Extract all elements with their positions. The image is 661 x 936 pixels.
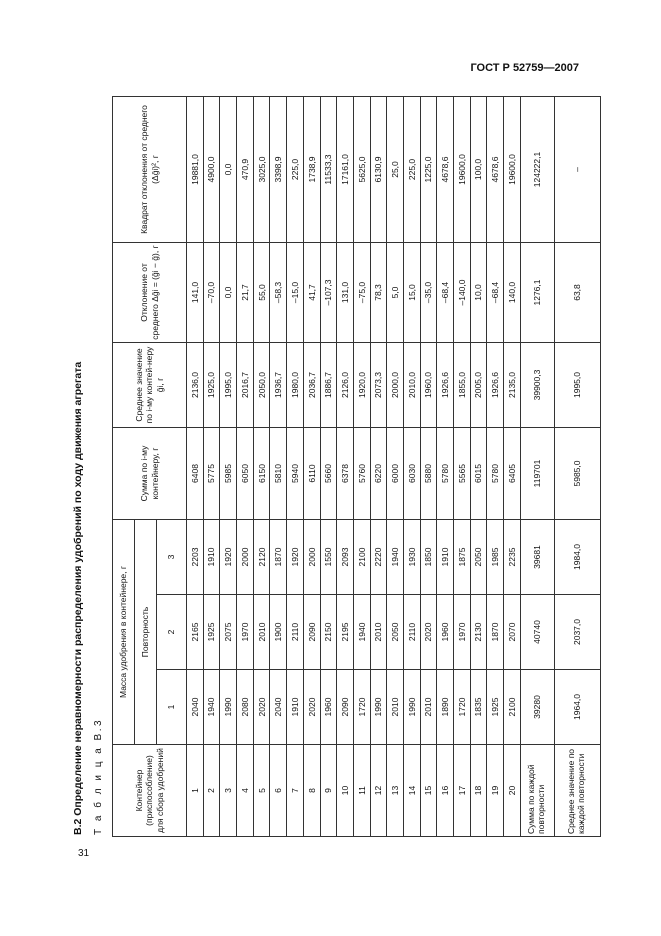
table-cell: 1925 [487,670,504,745]
table-row [337,97,354,837]
table-cell: –107,3 [320,243,337,343]
table-cell: 2093 [337,520,354,595]
section-title: В.2 Определение неравномерности распределения удобрений по ходу движения агрегата [72,361,84,835]
table-cell: 2070 [504,595,521,670]
table-cell: 5660 [320,428,337,520]
table-cell: 18 [470,745,487,837]
table-cell: 1940 [203,670,220,745]
table-cell: 41,7 [303,243,320,343]
table-cell: 2016,7 [237,343,254,428]
table-cell: –75,0 [353,243,370,343]
mean-r2: 2037,0 [554,595,600,670]
table-cell: 20 [504,745,521,837]
table-cell: 1980,0 [287,343,304,428]
table-cell: 5,0 [387,243,404,343]
table-cell: 2000 [303,520,320,595]
table-cell: 4678,6 [437,97,454,243]
mean-row-label: Среднее значение по каждой повторности [554,745,600,837]
table-cell: 16 [437,745,454,837]
table-cell: 2020 [253,670,270,745]
table-cell: 15 [420,745,437,837]
table-cell: 2135,0 [504,343,521,428]
col-square-header: Квадрат отклонения от среднего (Δḡi)², г [113,97,187,243]
table-cell: 78,3 [370,243,387,343]
table-cell: 2075 [220,595,237,670]
sum-r2: 40740 [520,595,554,670]
table-cell: 2 [203,745,220,837]
rotated-page-content [72,97,594,837]
col-mass-header: Масса удобрения в контейнере, г [113,520,135,745]
table-cell: 55,0 [253,243,270,343]
table-row [353,97,370,837]
col-repeat-1: 1 [157,670,187,745]
table-cell: 1720 [353,670,370,745]
table-cell: 1910 [437,520,454,595]
table-cell: 1985 [487,520,504,595]
col-repeat-header: Повторность [135,520,157,745]
table-cell: 5565 [454,428,471,520]
table-cell: 2090 [337,670,354,745]
table-cell: 2040 [187,670,204,745]
table-cell: 1900 [270,595,287,670]
table-cell: –68,4 [437,243,454,343]
table-cell: 1886,7 [320,343,337,428]
table-cell: 6150 [253,428,270,520]
table-cell: 2050 [470,520,487,595]
col-sum-header: Сумма по i-му контейнеру, г [113,428,187,520]
table-cell: 2110 [403,595,420,670]
table-cell: 5780 [437,428,454,520]
table-cell: 1850 [420,520,437,595]
table-cell: 2010,0 [403,343,420,428]
mean-sq: – [554,97,600,243]
table-cell: 1870 [270,520,287,595]
table-cell: 1855,0 [454,343,471,428]
table-row [370,97,387,837]
table-cell: 6408 [187,428,204,520]
table-cell: –70,0 [203,243,220,343]
table-row [437,97,454,837]
table-cell: 4 [237,745,254,837]
table-cell: 2126,0 [337,343,354,428]
table-cell: 2110 [287,595,304,670]
table-cell: 1970 [237,595,254,670]
table-cell: 2120 [253,520,270,595]
table-cell: 12 [370,745,387,837]
table-cell: 10 [337,745,354,837]
table-row [220,97,237,837]
table-cell: 8 [303,745,320,837]
table-cell: 2165 [187,595,204,670]
table-row [253,97,270,837]
table-cell: 1920 [220,520,237,595]
table-cell: 14 [403,745,420,837]
table-cell: 6405 [504,428,521,520]
table-cell: 1875 [454,520,471,595]
table-cell: 6000 [387,428,404,520]
page-number: 31 [78,848,90,859]
table-cell: 2220 [370,520,387,595]
table-cell: 100,0 [470,97,487,243]
table-cell: 3 [220,745,237,837]
table-cell: 6110 [303,428,320,520]
table-cell: 3025,0 [253,97,270,243]
table-cell: 2235 [504,520,521,595]
table-cell: 1225,0 [420,97,437,243]
table-cell: 19 [487,745,504,837]
table-row [237,97,254,837]
table-cell: 5880 [420,428,437,520]
table-cell: 2010 [420,670,437,745]
table-row [504,97,521,837]
table-cell: 1920,0 [353,343,370,428]
table-cell: 5940 [287,428,304,520]
table-cell: 9 [320,745,337,837]
col-repeat-2: 2 [157,595,187,670]
table-cell: 1960,0 [420,343,437,428]
table-cell: 6378 [337,428,354,520]
table-cell: 2010 [253,595,270,670]
table-cell: 1940 [387,520,404,595]
mean-mean: 1995,0 [554,343,600,428]
table-row [187,97,204,837]
table-cell: 1960 [320,670,337,745]
table-cell: 2036,7 [303,343,320,428]
table-cell: 6030 [403,428,420,520]
table-cell: 7 [287,745,304,837]
table-cell: 2136,0 [187,343,204,428]
table-cell: 5775 [203,428,220,520]
table-cell: 2050,0 [253,343,270,428]
table-cell: 1925,0 [203,343,220,428]
table-cell: 1990 [220,670,237,745]
table-cell: 225,0 [403,97,420,243]
mean-r1: 1964,0 [554,670,600,745]
table-row [454,97,471,837]
table-cell: 2080 [237,670,254,745]
sum-sq: 124222,1 [520,97,554,243]
table-cell: 1550 [320,520,337,595]
table-cell: 4678,6 [487,97,504,243]
table-cell: 1738,9 [303,97,320,243]
table-cell: 2020 [420,595,437,670]
sum-row-label: Сумма по каждой повторности [520,745,554,837]
table-cell: 1995,0 [220,343,237,428]
table-cell: 6130,9 [370,97,387,243]
table-cell: 1890 [437,670,454,745]
table-row [320,97,337,837]
table-cell: 0,0 [220,243,237,343]
table-row [470,97,487,837]
table-cell: 2010 [387,670,404,745]
table-cell: 19600,0 [504,97,521,243]
table-cell: 131,0 [337,243,354,343]
table-cell: 2020 [303,670,320,745]
table-cell: –58,3 [270,243,287,343]
table-cell: –15,0 [287,243,304,343]
table-cell: –35,0 [420,243,437,343]
mean-dev: 63,8 [554,243,600,343]
table-cell: 5985 [220,428,237,520]
table-cell: 470,9 [237,97,254,243]
table-cell: 2203 [187,520,204,595]
table-cell: 140,0 [504,243,521,343]
table-cell: 6220 [370,428,387,520]
table-cell: 21,7 [237,243,254,343]
col-deviation-header: Отклонение от среднего Δḡi = (ḡi − ḡ), г [113,243,187,343]
table-cell: 1835 [470,670,487,745]
table-cell: 2100 [353,520,370,595]
table-row [487,97,504,837]
table-cell: 2073,3 [370,343,387,428]
col-mean-header: Среднее значение по i-му контей-неру ḡi, г [113,343,187,428]
table-row [420,97,437,837]
table-cell: 2090 [303,595,320,670]
table-cell: 15,0 [403,243,420,343]
table-cell: 1926,6 [487,343,504,428]
table-cell: 1 [187,745,204,837]
table-cell: 5 [253,745,270,837]
table-row [270,97,287,837]
table-cell: 141,0 [187,243,204,343]
table-cell: 1940 [353,595,370,670]
table-cell: 6015 [470,428,487,520]
table-caption: Т а б л и ц а В.3 [93,717,104,835]
data-table [112,96,601,837]
table-cell: 1970 [454,595,471,670]
table-cell: 6050 [237,428,254,520]
table-cell: 1910 [287,670,304,745]
table-cell: 2130 [470,595,487,670]
table-cell: 2000 [237,520,254,595]
table-cell: 5780 [487,428,504,520]
table-cell: 5760 [353,428,370,520]
table-row [303,97,320,837]
table-cell: 5625,0 [353,97,370,243]
table-cell: –68,4 [487,243,504,343]
table-cell: 2040 [270,670,287,745]
table-cell: 0,0 [220,97,237,243]
table-cell: 1870 [487,595,504,670]
table-cell: 13 [387,745,404,837]
table-cell: 17161,0 [337,97,354,243]
table-cell: 5810 [270,428,287,520]
table-cell: 2150 [320,595,337,670]
table-cell: 1720 [454,670,471,745]
mean-sum: 5985,0 [554,428,600,520]
sum-dev: 1276,1 [520,243,554,343]
document-header: ГОСТ Р 52759—2007 [470,62,579,74]
table-row [287,97,304,837]
table-cell: 1925 [203,595,220,670]
table-cell: 1936,7 [270,343,287,428]
table-row [403,97,420,837]
col-repeat-3: 3 [157,520,187,595]
table-cell: 25,0 [387,97,404,243]
table-cell: 2100 [504,670,521,745]
table-cell: 1920 [287,520,304,595]
table-cell: 19881,0 [187,97,204,243]
sum-r3: 39681 [520,520,554,595]
table-row [203,97,220,837]
table-cell: 2195 [337,595,354,670]
col-container-header: Контейнер (приспособление) для сбора удобрений [113,745,187,837]
table-cell: 3398,9 [270,97,287,243]
table-cell: 1930 [403,520,420,595]
table-cell: 1990 [403,670,420,745]
mean-r3: 1984,0 [554,520,600,595]
table-cell: 6 [270,745,287,837]
table-cell: 2010 [370,595,387,670]
table-cell: 11533,3 [320,97,337,243]
sum-mean: 39900,3 [520,343,554,428]
table-cell: –140,0 [454,243,471,343]
table-cell: 1926,6 [437,343,454,428]
table-body [187,97,521,837]
table-cell: 1990 [370,670,387,745]
table-cell: 2000,0 [387,343,404,428]
table-cell: 17 [454,745,471,837]
table-row [387,97,404,837]
table-cell: 2050 [387,595,404,670]
sum-sum: 119701 [520,428,554,520]
table-cell: 19600,0 [454,97,471,243]
table-cell: 1910 [203,520,220,595]
table-cell: 4900,0 [203,97,220,243]
table-cell: 10,0 [470,243,487,343]
table-cell: 225,0 [287,97,304,243]
sum-r1: 39280 [520,670,554,745]
table-cell: 11 [353,745,370,837]
table-cell: 2005,0 [470,343,487,428]
table-cell: 1960 [437,595,454,670]
